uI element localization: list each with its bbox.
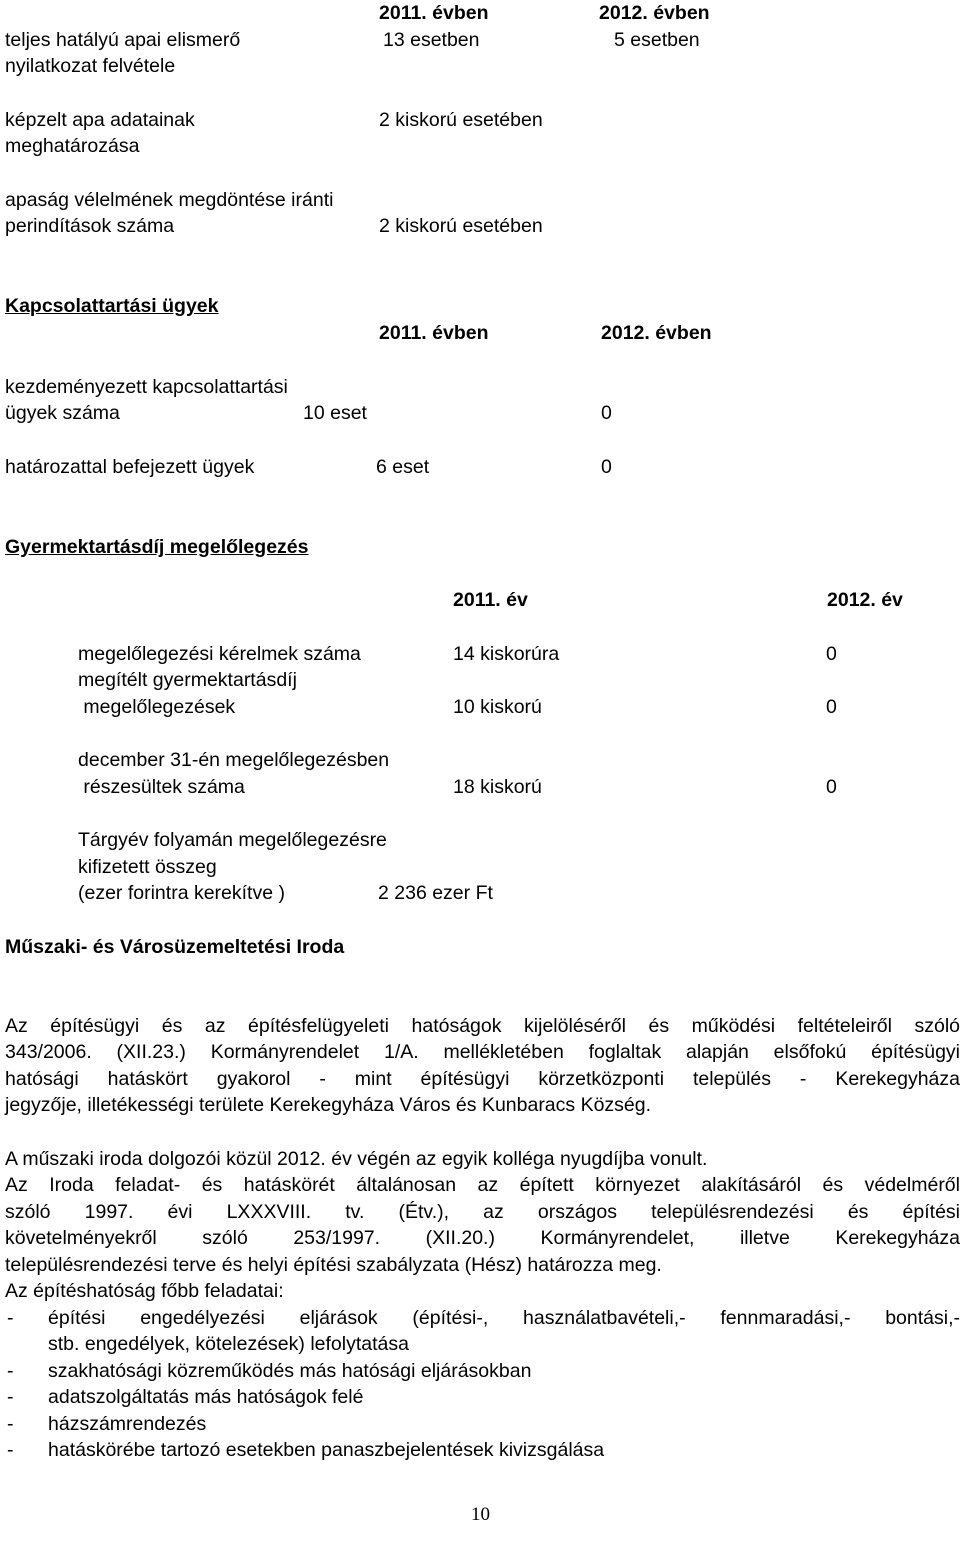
gyermek-row1-value-2011: 14 kiskorúra	[453, 643, 560, 665]
muszaki-p1-line: hatósági hatáskört gyakorol - mint építésügyi körzetközponti település - Kerekegyháza	[5, 1067, 960, 1090]
muszaki-p2-line: szóló 1997. évi LXXXVIII. tv. (Étv.), az országos településrendezési és építési	[5, 1200, 960, 1223]
kapcs-row1-value-2011: 10 eset	[303, 402, 367, 424]
gyermek-row2-label: megítélt gyermektartásdíj	[78, 669, 297, 691]
gyermek-row4-label-cont2: (ezer forintra kerekítve )	[78, 882, 285, 904]
apai-row3-label: apaság vélelmének megdöntése iránti	[5, 189, 334, 211]
apai-row1-value-2011: 13 esetben	[383, 29, 480, 51]
apai-row3-label-cont: perindítások száma	[5, 215, 175, 237]
gyermek-row4-label-cont: kifizetett összeg	[78, 856, 217, 878]
gyermek-row3-label: december 31-én megelőlegezésben	[78, 749, 390, 771]
gyermek-row2-label-cont: megelőlegezések	[78, 696, 236, 718]
apai-col-2011-header: 2011. évben	[379, 2, 489, 24]
kapcs-row2-value-2012: 0	[601, 456, 612, 478]
list-item	[5, 1411, 960, 1437]
list-dash: -	[7, 1307, 14, 1329]
kapcs-col-2012-header: 2012. évben	[601, 322, 712, 344]
muszaki-p2-line: A műszaki iroda dolgozói közül 2012. év végén az egyik kolléga nyugdíjba vonult.	[5, 1148, 708, 1170]
muszaki-p2-line: településrendezési terve és helyi építési szabályzata (Hész) határozza meg.	[5, 1253, 662, 1276]
apai-row2-label: képzelt apa adatainak	[5, 109, 195, 131]
kapcs-row1-label: kezdeményezett kapcsolattartási	[5, 376, 288, 398]
muszaki-paragraph-2	[5, 1146, 960, 1304]
muszaki-heading: Műszaki- és Városüzemeltetési Iroda	[5, 936, 345, 958]
gyermek-row3-value-2011: 18 kiskorú	[453, 776, 542, 798]
gyermek-row4-label: Tárgyév folyamán megelőlegezésre	[78, 829, 387, 851]
gyermek-row4-value: 2 236 ezer Ft	[378, 882, 493, 904]
list-item-text: házszámrendezés	[48, 1412, 207, 1435]
muszaki-p2-line: követelményekről szóló 253/1997. (XII.20.) Kormányrendelet, illetve Kerekegyháza	[5, 1227, 960, 1250]
muszaki-task-list	[5, 1305, 960, 1463]
gyermek-row1-value-2012: 0	[826, 643, 837, 665]
list-item	[5, 1384, 960, 1410]
apai-row2-value-2011: 2 kiskorú esetében	[379, 109, 543, 131]
list-dash: -	[7, 1412, 14, 1435]
list-dash: -	[7, 1386, 14, 1409]
apai-row1-label-cont: nyilatkozat felvétele	[5, 55, 176, 77]
apai-row1-label: teljes hatályú apai elismerő	[5, 29, 241, 51]
gyermek-row2-value-2012: 0	[826, 696, 837, 718]
gyermek-col-2012-header: 2012. év	[827, 589, 903, 611]
muszaki-paragraph-1	[5, 1013, 960, 1119]
list-item-text: szakhatósági közreműködés más hatósági eljárásokban	[48, 1359, 532, 1382]
kapcs-row2-value-2011: 6 eset	[376, 456, 430, 478]
list-dash: -	[7, 1359, 14, 1382]
list-item	[5, 1305, 960, 1358]
kapcs-row1-label-cont: ügyek száma	[5, 402, 120, 424]
gyermek-row2-value-2011: 10 kiskorú	[453, 696, 542, 718]
apai-row1-value-2012: 5 esetben	[614, 29, 700, 51]
list-item	[5, 1358, 960, 1384]
apai-row3-value-2011: 2 kiskorú esetében	[379, 215, 543, 237]
muszaki-p2-line: Az építéshatóság főbb feladatai:	[5, 1280, 284, 1303]
gyermek-row3-label-cont: részesültek száma	[78, 776, 245, 798]
list-item	[5, 1437, 960, 1463]
apai-col-2012-header: 2012. évben	[599, 2, 710, 24]
list-item-text: építési engedélyezési eljárások (építési-, használatbavételi,- fennmaradási,- bontási,-	[48, 1307, 960, 1329]
muszaki-p1-line: 343/2006. (XII.23.) Kormányrendelet 1/A. mellékletében foglaltak alapján elsőfokú építésügyi	[5, 1041, 960, 1064]
list-item-text: hatáskörébe tartozó esetekben panaszbejelentések kivizsgálása	[48, 1439, 605, 1462]
kapcs-heading: Kapcsolattartási ügyek	[5, 295, 219, 317]
muszaki-p1-line: jegyzője, illetékességi területe Kerekegyháza Város és Kunbaracs Község.	[5, 1094, 652, 1117]
gyermek-heading: Gyermektartásdíj megelőlegezés	[5, 536, 309, 558]
list-dash: -	[7, 1439, 14, 1462]
kapcs-col-2011-header: 2011. évben	[379, 322, 489, 344]
gyermek-row1-label: megelőlegezési kérelmek száma	[78, 643, 361, 665]
list-item-text: adatszolgáltatás más hatóságok felé	[48, 1386, 364, 1409]
gyermek-row3-value-2012: 0	[826, 776, 837, 798]
kapcs-row1-value-2012: 0	[601, 402, 612, 424]
muszaki-p1-line: Az építésügyi és az építésfelügyeleti hatóságok kijelöléséről és működési feltételeiről szóló	[5, 1015, 960, 1037]
kapcs-row2-label: határozattal befejezett ügyek	[5, 456, 255, 478]
gyermek-col-2011-header: 2011. év	[453, 589, 528, 611]
muszaki-p2-line: Az Iroda feladat- és hatáskörét általánosan az épített környezet alakításáról és védelméről	[5, 1174, 960, 1197]
apai-row2-label-cont: meghatározása	[5, 135, 140, 157]
list-item-text: stb. engedélyek, kötelezések) lefolytatása	[48, 1333, 409, 1356]
page-number: 10	[471, 1504, 490, 1525]
